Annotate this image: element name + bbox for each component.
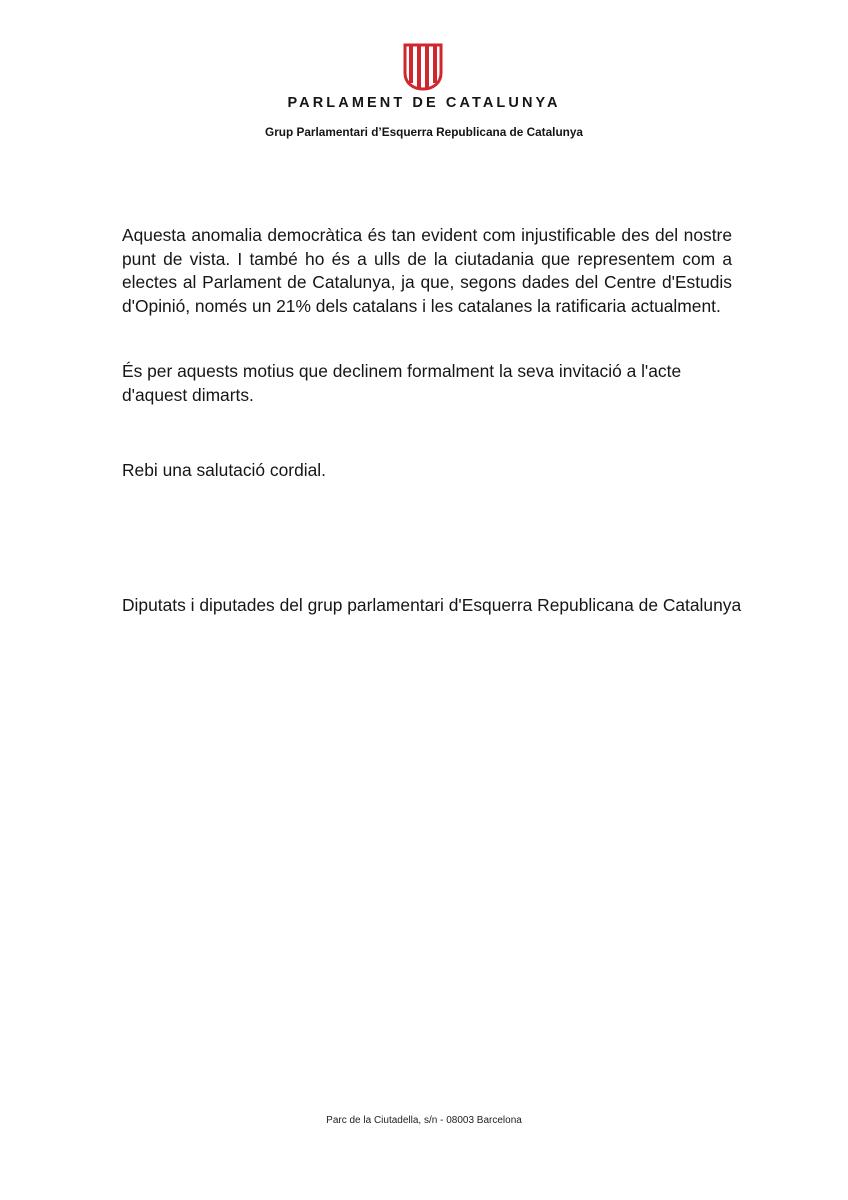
paragraph-decline: És per aquests motius que declinem formalment la seva invitació a l'acte d'aquest dimarts. <box>122 361 682 405</box>
paragraph-greeting: Rebi una salutació cordial. <box>122 460 326 480</box>
senyera-shield-icon <box>403 43 443 91</box>
paragraph-anomaly: Aquesta anomalia democràtica és tan evident com injustificable des del nostre punt de vista. I també ho és a ulls de la ciutadania que representem com a electes al Parlament de Catalunya, ja que, segons dades del Centre d'Estudis d'Opinió, només un 21% dels catalans i les catalanes la ratificaria actualment. <box>122 225 732 316</box>
footer-address: Parc de la Ciutadella, s/n - 08003 Barcelona <box>326 1115 522 1126</box>
parliamentary-group-name: Grup Parlamentari d’Esquerra Republicana de Catalunya <box>265 125 583 139</box>
institution-name: PARLAMENT DE CATALUNYA <box>287 95 561 111</box>
signature-line: Diputats i diputades del grup parlamentari d'Esquerra Republicana de Catalunya <box>122 595 742 615</box>
